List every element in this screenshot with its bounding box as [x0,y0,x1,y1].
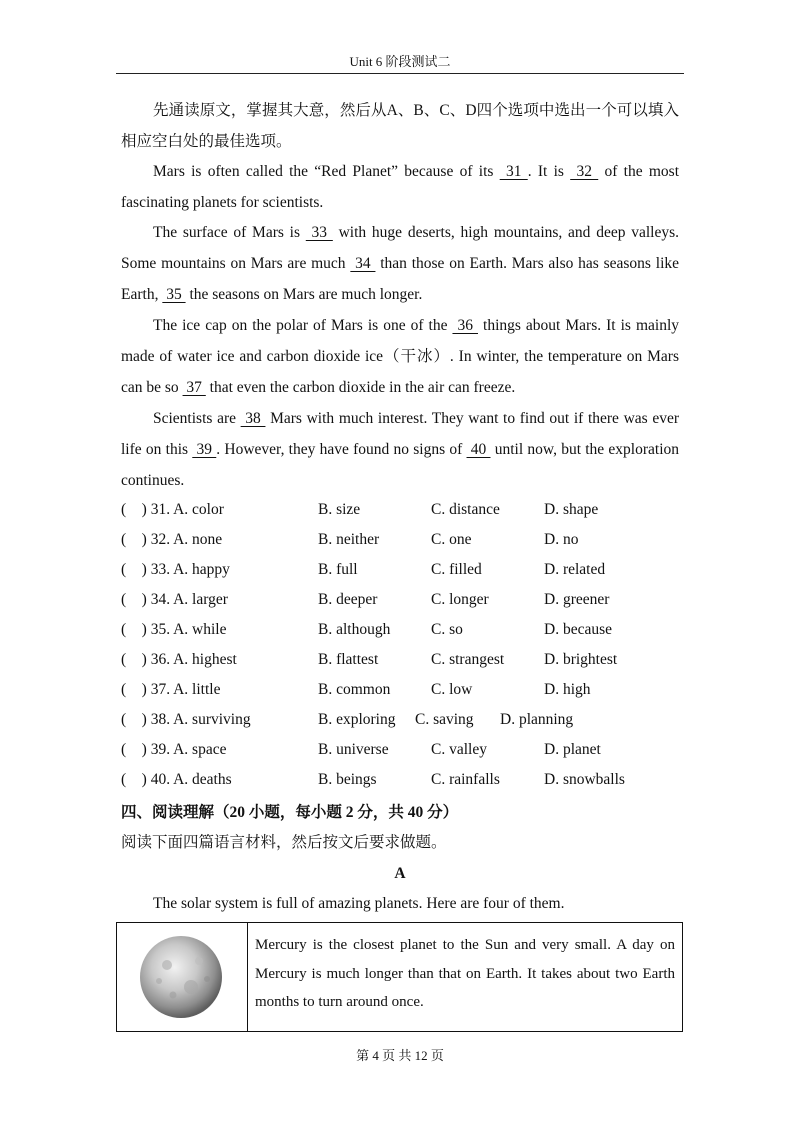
question-row [121,525,701,555]
question-stem-option-a: ( ) 34. A. larger [121,591,228,608]
blank-36: 36 [452,317,478,334]
option-c: C. distance [431,501,500,518]
mercury-description: Mercury is the closest planet to the Sun and very small. A day on Mercury is much longer than that on Earth. It takes about two Earth months to turn around once. [255,937,675,1010]
option-c: C. strangest [431,651,505,668]
blank-40: 40 [466,441,491,458]
question-row [121,555,701,585]
reading-section-title: 四、阅读理解（20 小题，每小题 2 分，共 40 分） [121,804,459,821]
question-stem-option-a: ( ) 38. A. surviving [121,711,251,728]
cloze-instruction: 先通读原文，掌握其大意，然后从A、B、C、D四个选项中选出一个可以填入相应空白处的最佳选项。 [121,102,679,150]
option-c: C. valley [431,741,487,758]
option-b: B. full [318,561,358,578]
question-row [121,735,701,765]
blank-37: 37 [182,379,206,396]
option-d: D. planet [544,741,601,758]
option-d: D. greener [544,591,610,608]
option-c: C. saving [415,711,474,728]
question-stem-option-a: ( ) 40. A. deaths [121,771,232,788]
question-stem-option-a: ( ) 31. A. color [121,501,224,518]
option-d: D. snowballs [544,771,625,788]
option-d: D. related [544,561,606,578]
question-stem-option-a: ( ) 35. A. while [121,621,227,638]
passage-paragraph-1: Mars is often called the “Red Planet” because of its 31 . It is 32 of the most fascinating planets for scientists. [121,163,680,211]
question-row [121,495,701,525]
option-b: B. exploring [318,711,396,728]
reading-intro: The solar system is full of amazing planets. Here are four of them. [153,895,565,912]
option-b: B. beings [318,771,377,788]
question-row [121,585,701,615]
blank-38: 38 [240,410,266,427]
blank-35: 35 [162,286,186,303]
passage-paragraph-3: The ice cap on the polar of Mars is one of the 36 things about Mars. It is mainly made of water ice and carbon dioxide ice（干冰）. In winter, the temperature on Mars can be so 37 that even the carbon dioxide in the air can freeze. [121,317,680,396]
option-d: D. shape [544,501,599,518]
page-footer: 第 4 页 共 12 页 [356,1048,444,1063]
option-d: D. planning [500,711,574,728]
mercury-planet-image [129,935,233,1019]
option-d: D. because [544,621,612,638]
blank-31: 31 [499,163,528,180]
question-stem-option-a: ( ) 39. A. space [121,741,227,758]
reading-instruction: 阅读下面四篇语言材料，然后按文后要求做题。 [121,834,447,851]
question-stem-option-a: ( ) 32. A. none [121,531,223,548]
blank-34: 34 [350,255,376,272]
question-row [121,705,701,735]
question-stem-option-a: ( ) 33. A. happy [121,561,230,578]
question-row [121,765,701,795]
option-c: C. low [431,681,473,698]
question-row [121,675,701,705]
option-c: C. longer [431,591,489,608]
option-d: D. no [544,531,579,548]
blank-39: 39 [192,441,217,458]
option-b: B. although [318,621,391,638]
blank-32: 32 [570,163,599,180]
option-c: C. so [431,621,463,638]
option-b: B. neither [318,531,380,548]
page-header: Unit 6 阶段测试二 [116,54,684,74]
part-letter: A [394,865,406,882]
option-b: B. size [318,501,361,518]
question-stem-option-a: ( ) 37. A. little [121,681,221,698]
option-c: C. rainfalls [431,771,500,788]
question-stem-option-a: ( ) 36. A. highest [121,651,237,668]
blank-33: 33 [305,224,333,241]
question-row [121,615,701,645]
option-b: B. universe [318,741,389,758]
passage-paragraph-4: Scientists are 38 Mars with much interest. They want to find out if there was ever life on this 39 . However, they have found no signs of 40 until now, but the exploration continues. [121,410,680,489]
option-c: C. filled [431,561,482,578]
option-d: D. high [544,681,591,698]
option-b: B. flattest [318,651,379,668]
option-b: B. common [318,681,391,698]
option-c: C. one [431,531,472,548]
question-row [121,645,701,675]
planet-table [116,922,683,1032]
option-d: D. brightest [544,651,618,668]
option-b: B. deeper [318,591,378,608]
planet-image-cell [117,923,248,1031]
passage-paragraph-2: The surface of Mars is 33 with huge deserts, high mountains, and deep valleys. Some mountains on Mars are much 34 than those on Earth. Mars also has seasons like Earth, 35 the seasons on Mars are much longer. [121,224,680,303]
